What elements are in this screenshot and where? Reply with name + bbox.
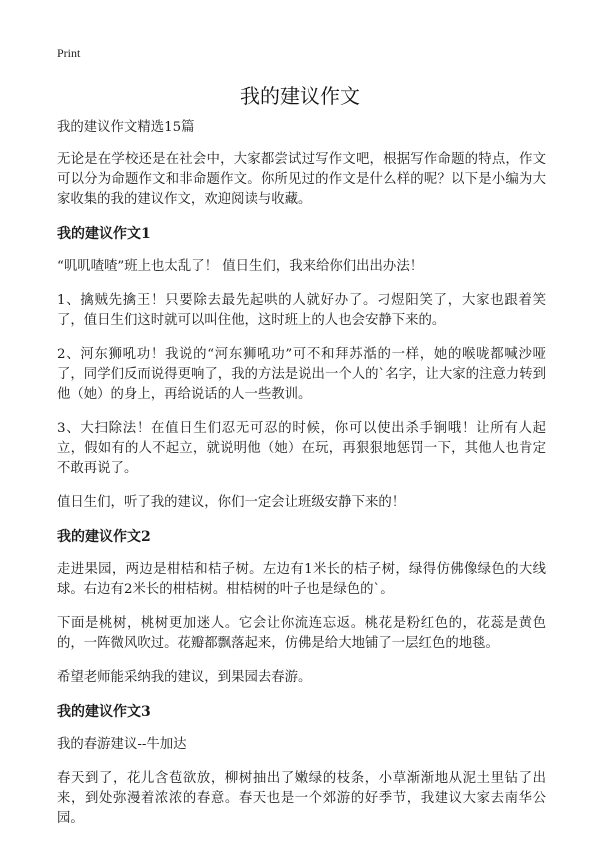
page-title: 我的建议作文 (240, 84, 360, 108)
essay-1-heading: 我的建议作文1 (57, 226, 151, 242)
essay-3-heading: 我的建议作文3 (57, 704, 151, 720)
essay-2-paragraph: 希望老师能采纳我的建议，到果园去春游。 (57, 670, 312, 685)
essay-1-paragraph: “叽叽喳喳”班上也太乱了！ 值日生们，我来给你们出出办法！ (57, 259, 424, 274)
essay-2-paragraph: 走进果园，两边是柑桔和桔子树。左边有1米长的桔子树，绿得仿佛像绿色的大线球。右边有2米长的柑桔树。柑桔树的叶子也是绿色的`。 (57, 562, 546, 597)
intro-paragraph: 无论是在学校还是在社会中，大家都尝试过写作文吧，根据写作命题的特点，作文可以分为命题作文和非命题作文。你所见过的作文是什么样的呢？以下是小编为大家收集的我的建议作文，欢迎阅读与收藏。 (57, 152, 546, 207)
essay-1-paragraph: 1、擒贼先擒王！只要除去最先起哄的人就好办了。刁煜阳笑了，大家也跟着笑了，值日生们这时就可以叫住他，这时班上的人也会安静下来的。 (57, 293, 546, 328)
essay-1-paragraph: 值日生们，听了我的建议，你们一定会让班级安静下来的！ (57, 495, 406, 510)
essay-1-paragraph: 2、河东狮吼功！我说的“河东狮吼功”可不和拜苏湉的一样，她的喉咙都喊沙哑了，同学们反而说得更响了，我的方法是说出一个人的`名字，让大家的注意力转到他（她）的身上，再给说话的人一些教训。 (57, 347, 546, 402)
essay-3-paragraph: 春天到了，花儿含苞欲放，柳树抽出了嫩绿的枝条，小草渐渐地从泥土里钻了出来，到处弥漫着浓浓的春意。春天也是一个郊游的好季节，我建议大家去南华公园。 (57, 771, 546, 826)
print-label: Print (57, 46, 81, 60)
essay-3-paragraph: 我的春游建议--牛加达 (57, 737, 187, 752)
essay-2-paragraph: 下面是桃树，桃树更加迷人。它会让你流连忘返。桃花是粉红色的，花蕊是黄色的，一阵微风吹过。花瓣都飘落起来，仿佛是给大地铺了一层红色的地毯。 (57, 616, 546, 651)
essay-2-heading: 我的建议作文2 (57, 529, 151, 545)
document-subtitle: 我的建议作文精选15篇 (57, 120, 195, 135)
document-body (57, 118, 546, 843)
essay-1-paragraph: 3、大扫除法！在值日生们忍无可忍的时候，你可以使出杀手锏哦！让所有人起立，假如有的人不起立，就说明他（她）在玩，再狠狠地惩罚一下，其他人也肯定不敢再说了。 (57, 421, 546, 476)
